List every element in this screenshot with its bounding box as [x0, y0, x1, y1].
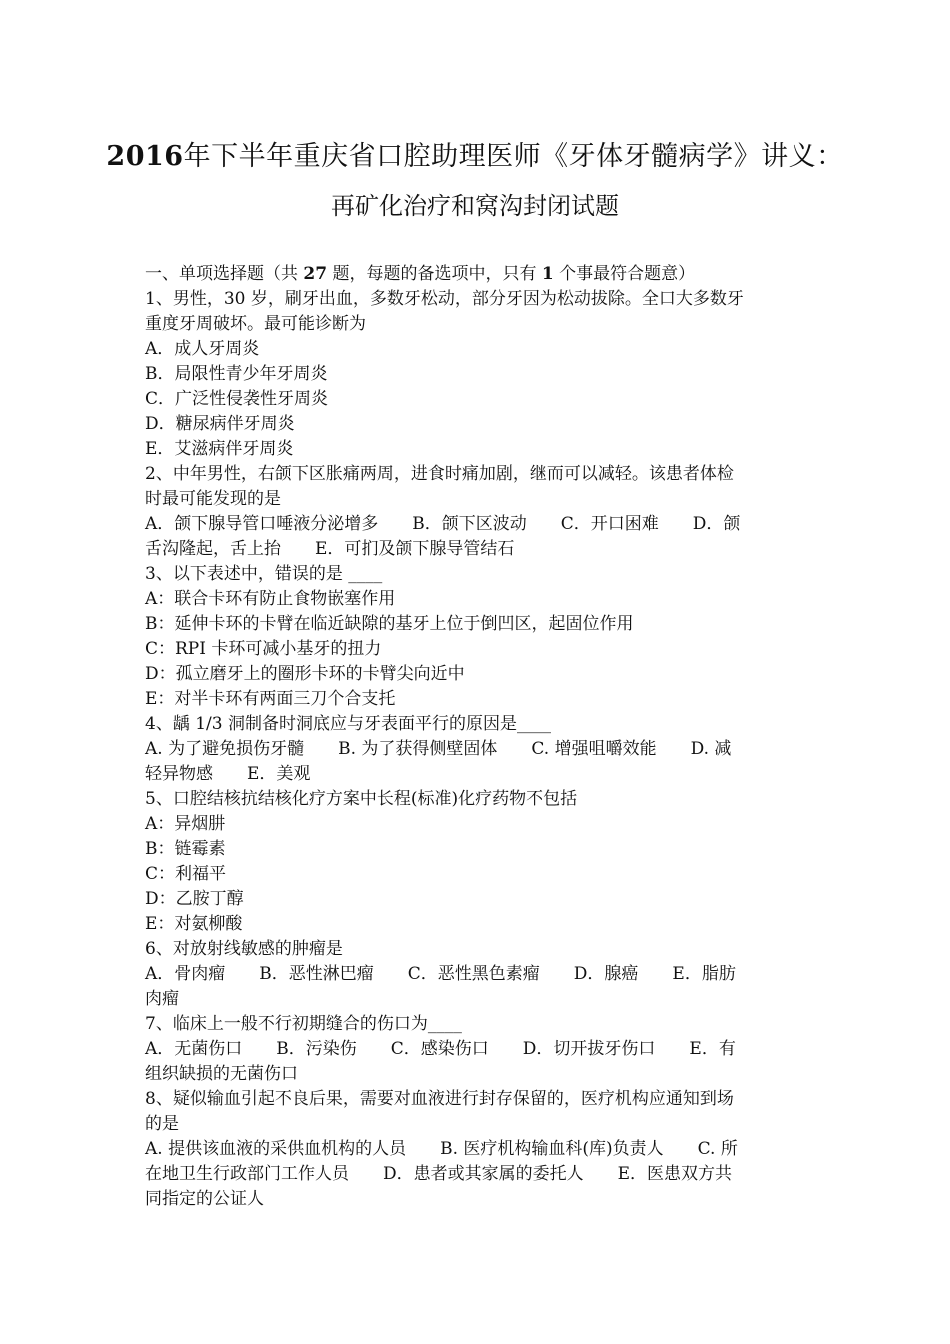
text-line: A．无菌伤口 B．污染伤 C．感染伤口 D．切开拔牙伤口 E．有 [145, 1039, 736, 1059]
text-line: B：延伸卡环的卡臂在临近缺隙的基牙上位于倒凹区，起固位作用 [145, 614, 634, 634]
text-line: 7、临床上一般不行初期缝合的伤口为____ [145, 1014, 462, 1034]
text-line: C：RPI 卡环可减小基牙的扭力 [145, 639, 382, 659]
section-header-mid: 题，每题的备选项中，只有 [327, 264, 542, 284]
text-line: E．艾滋病伴牙周炎 [145, 439, 294, 459]
text-line: D：乙胺丁醇 [145, 889, 244, 909]
text-line: 6、对放射线敏感的肿瘤是 [145, 939, 343, 959]
section-header [145, 262, 810, 287]
text-line: 肉瘤 [145, 989, 179, 1009]
text-line: 1、男性，30 岁，刷牙出血，多数牙松动，部分牙因为松动拔除。全口大多数牙 [145, 289, 744, 309]
text-line: D：孤立磨牙上的圈形卡环的卡臂尖向近中 [145, 664, 465, 684]
section-header-prefix: 一、单项选择题（共 [145, 264, 304, 284]
question-count: 27 [303, 264, 328, 284]
document-title-line-1 [0, 134, 950, 173]
text-line: 5、口腔结核抗结核化疗方案中长程(标准)化疗药物不包括 [145, 789, 578, 809]
text-line: A：联合卡环有防止食物嵌塞作用 [145, 589, 396, 609]
text-line: A．骨肉瘤 B．恶性淋巴瘤 C．恶性黑色素瘤 D．腺癌 E．脂肪 [145, 964, 736, 984]
text-line: 组织缺损的无菌伤口 [145, 1064, 298, 1084]
text-line: 4、龋 1/3 洞制备时洞底应与牙表面平行的原因是____ [145, 714, 551, 734]
text-line: 时最可能发现的是 [145, 489, 281, 509]
text-line: A：异烟肼 [145, 814, 226, 834]
text-line: 同指定的公证人 [145, 1189, 264, 1209]
text-line: 舌沟隆起，舌上抬 E．可扪及颌下腺导管结石 [145, 539, 515, 559]
text-line: C：利福平 [145, 864, 227, 884]
document-title-line-2: 再矿化治疗和窝沟封闭试题 [331, 192, 619, 220]
text-line: 3、以下表述中，错误的是 ____ [145, 564, 383, 584]
text-line: 重度牙周破坏。最可能诊断为 [145, 314, 366, 334]
title-year: 2016 [106, 141, 184, 172]
text-line: D．糖尿病伴牙周炎 [145, 414, 295, 434]
section-header-suffix: 个事最符合题意） [553, 264, 696, 284]
text-line: 轻异物感 E．美观 [145, 764, 311, 784]
text-line: E：对氨柳酸 [145, 914, 243, 934]
title-line-1-text: 年下半年重庆省口腔助理医师《牙体牙髓病学》讲义： [183, 141, 844, 172]
text-line: B．局限性青少年牙周炎 [145, 364, 328, 384]
text-line: E：对半卡环有两面三刀个合支托 [145, 689, 396, 709]
answer-count: 1 [541, 264, 554, 284]
text-line: A．成人牙周炎 [145, 339, 260, 359]
text-line: 在地卫生行政部门工作人员 D．患者或其家属的委托人 E．医患双方共 [145, 1164, 733, 1184]
text-line: B：链霉素 [145, 839, 226, 859]
text-line: A. 提供该血液的采供血机构的人员 B. 医疗机构输血科(库)负责人 C. 所 [145, 1139, 738, 1159]
text-line: 的是 [145, 1114, 179, 1134]
text-line: A．颌下腺导管口唾液分泌增多 B．颌下区波动 C．开口困难 D．颌 [145, 514, 741, 534]
text-line: 2、中年男性，右颌下区胀痛两周，进食时痛加剧，继而可以减轻。该患者体检 [145, 464, 734, 484]
text-line: C．广泛性侵袭性牙周炎 [145, 389, 329, 409]
question-body [145, 262, 810, 1212]
text-line: 8、疑似输血引起不良后果，需要对血液进行封存保留的，医疗机构应通知到场 [145, 1089, 734, 1109]
text-line: A. 为了避免损伤牙髓 B. 为了获得侧壁固体 C. 增强咀嚼效能 D. 减 [145, 739, 732, 759]
